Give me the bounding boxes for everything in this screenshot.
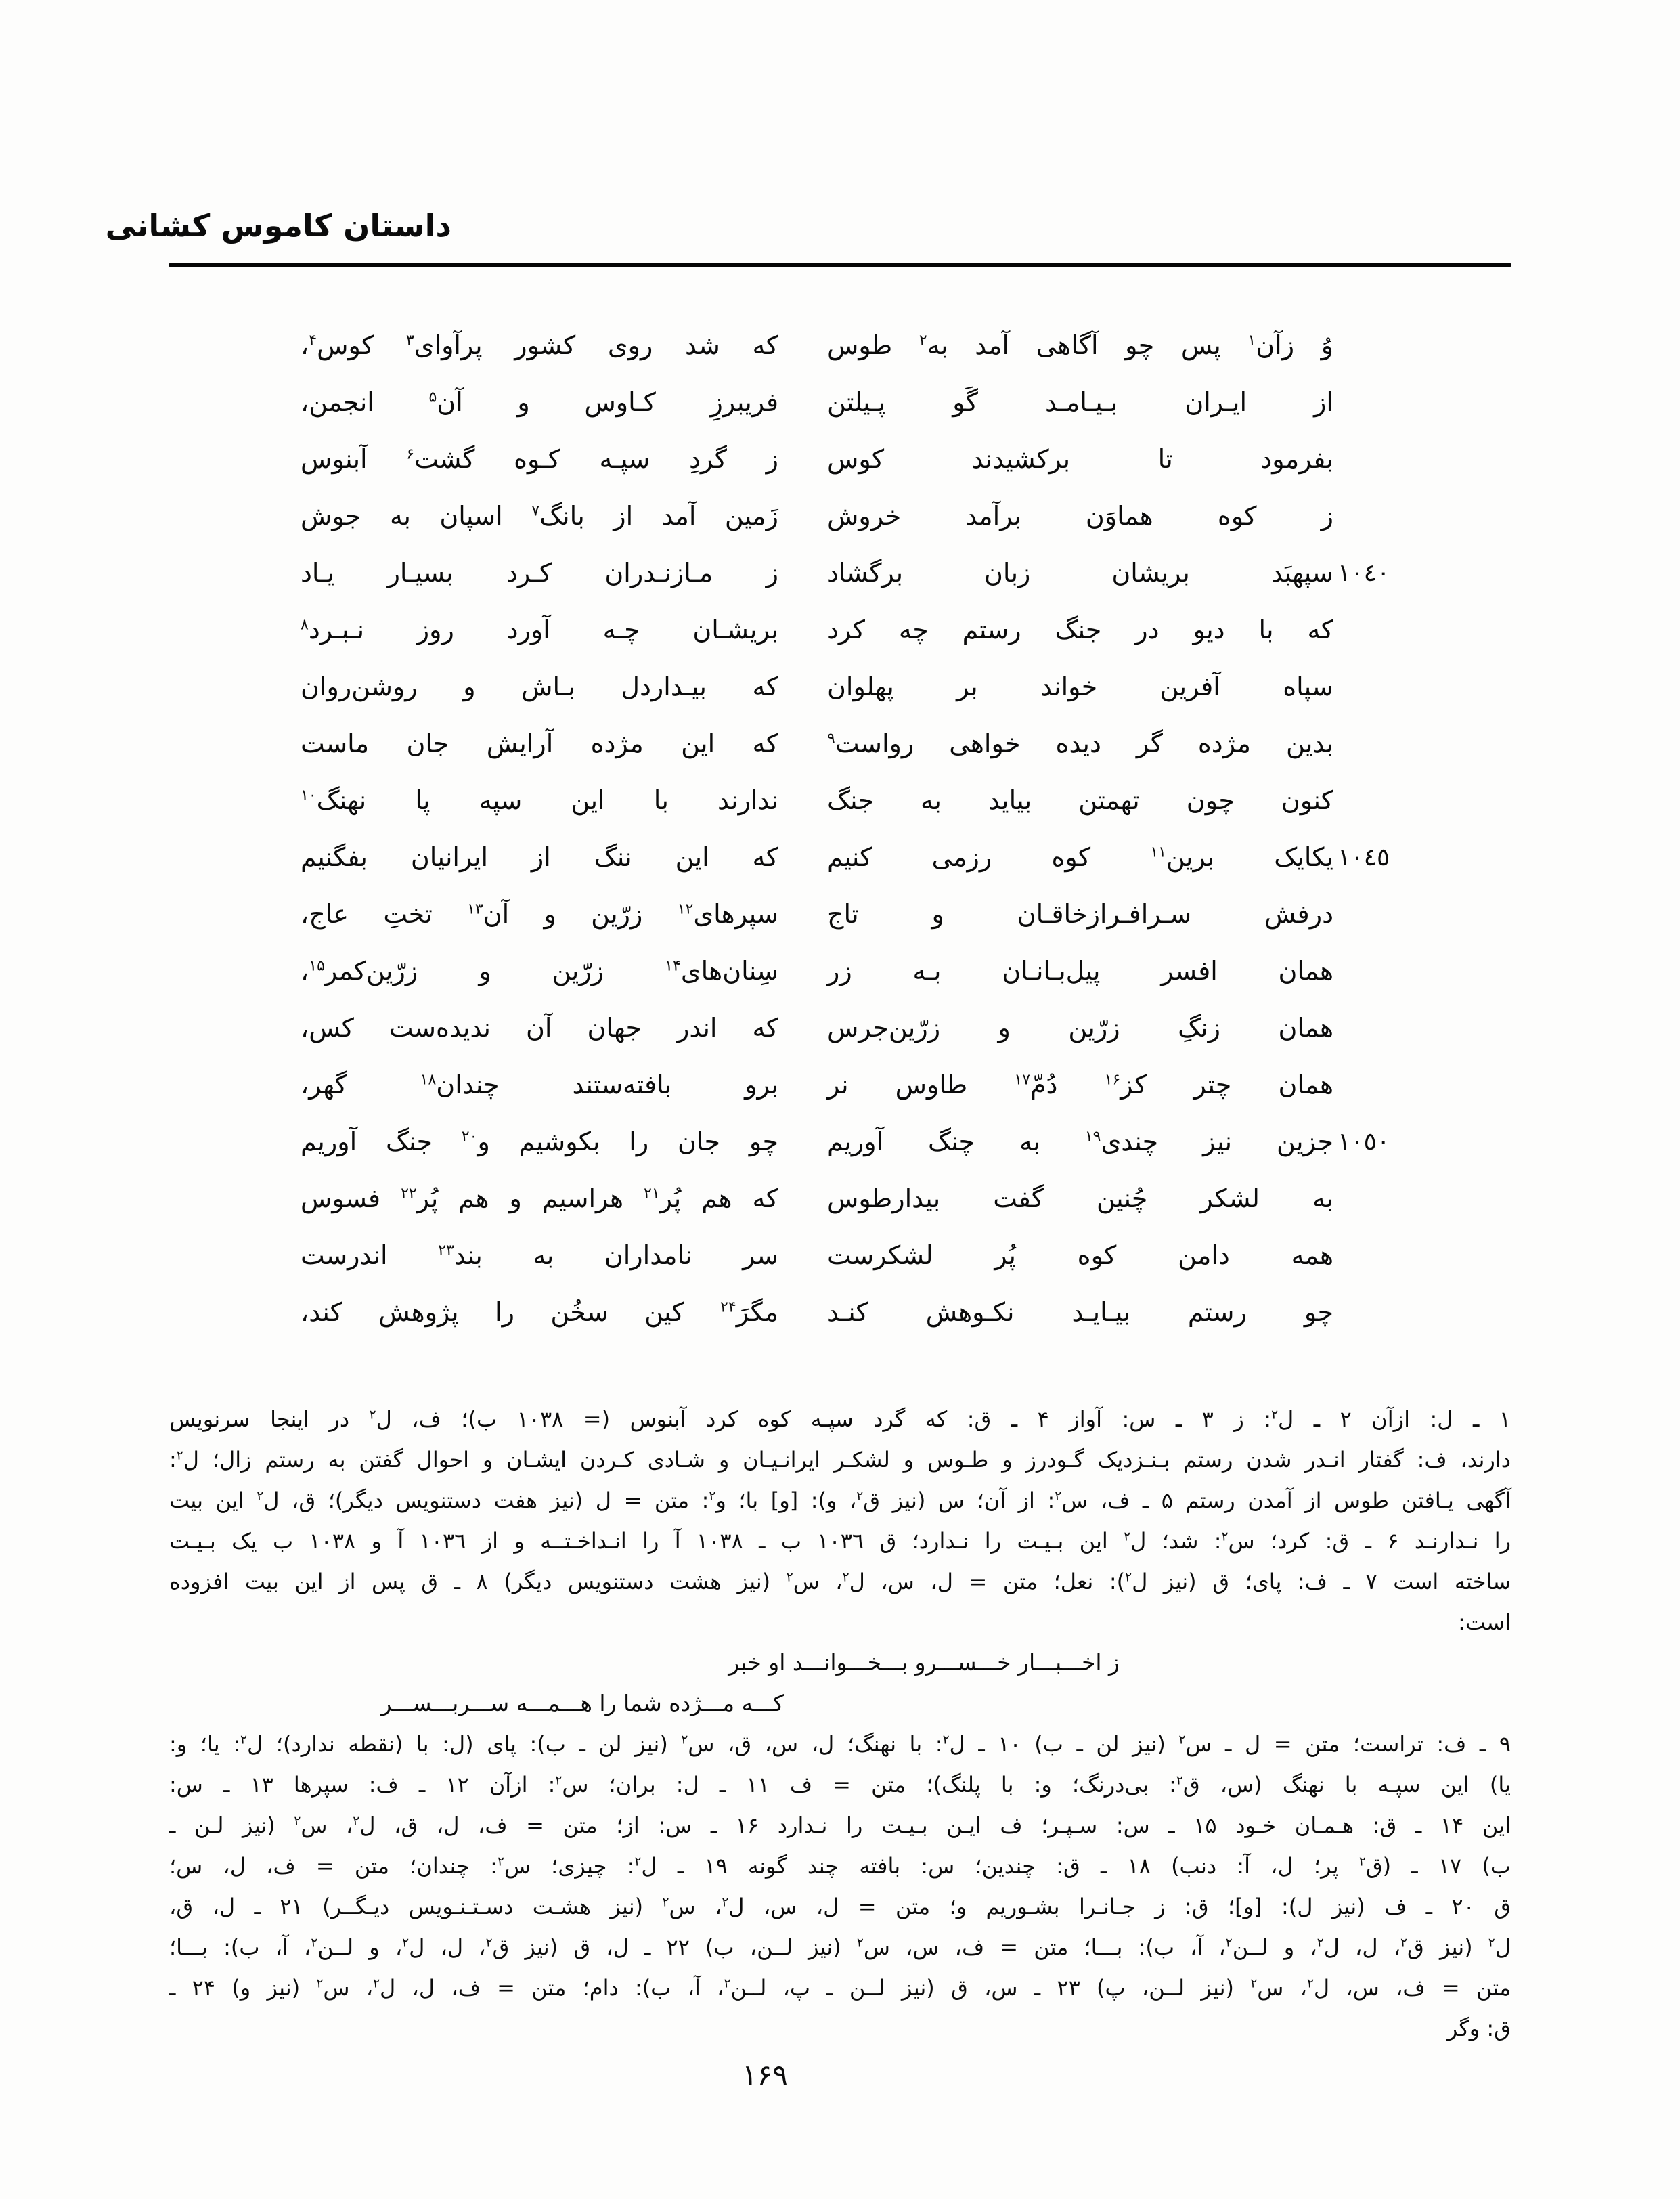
verse-row xyxy=(298,999,1415,1056)
hemistich-b: ز مـازنـدران کـرد بسیـار یـاد xyxy=(301,558,778,588)
footnote-line: ق: وگر xyxy=(1446,2016,1511,2041)
hemistich-a: بفرمود تا برکشیدند کوس xyxy=(827,444,1333,474)
poem-block xyxy=(298,317,1415,1341)
verse-row xyxy=(298,431,1415,487)
verse-row xyxy=(298,1227,1415,1284)
hemistich-a: همان زنگِ زرّین و زرّین‌جرس xyxy=(827,1013,1333,1043)
hemistich-a: یکایک برین$^{۱۱}$ کوه رزمی کنیم xyxy=(827,842,1333,872)
footnote-line: متن = ف، س، ل$^۲$، س$^۲$ (نیز لــن، پ) ۲۳ ـ س، ق (نیز لــن ـ پ، لــن$^۲$، آ، ب): دام؛ متن = ف، ل، ل$^۲$، س$^۲$ (نیز و) ۲۴ ـ xyxy=(169,1975,1511,2001)
critical-apparatus xyxy=(169,1399,1511,2049)
footnote-line: دارند، ف: گفتار انـدر شدن رستم بـنـزدیک گـودرز و طـوس و لشکـر ایرانـیـان و شـادی کـردن ایشـان و احوال گفتن به رستم زال؛ ل$^۲$: xyxy=(169,1447,1511,1473)
verse-row xyxy=(298,1113,1415,1170)
hemistich-a: همان افسر پیل‌بـانـان بـه زر xyxy=(827,956,1333,986)
hemistich-b: که این مژده آرایش جان ماست xyxy=(301,728,778,758)
hemistich-b: زَمین آمد از بانگ$^۷$ اسپان به جوش xyxy=(301,501,779,531)
verse-row xyxy=(298,1056,1415,1113)
hemistich-a: ز کوه هماوَن برآمد خروش xyxy=(827,501,1333,531)
footnote-line: ساخته است ۷ ـ ف: پای؛ ق (نیز ل$^۲$): نعل؛ متن = ل، س، ل$^۲$، س$^۲$ (نیز هشت دستنویس دیگر) ۸ ـ ق پس از این بیت افزوده xyxy=(169,1569,1511,1594)
verse-row xyxy=(298,601,1415,658)
hemistich-b: که اندر جهان آن ندیده‌ست کس، xyxy=(301,1013,778,1043)
hemistich-a: جزین نیز چندی$^{۱۹}$ به چنگ آوریم xyxy=(827,1127,1333,1156)
verse-row xyxy=(298,317,1415,374)
hemistich-b: ندارند با این سپه پا نهنگ$^{۱۰}$ xyxy=(301,785,778,815)
hemistich-a: به لشکر چُنین گفت بیدارطوس xyxy=(827,1183,1333,1213)
verse-row xyxy=(298,1284,1415,1341)
hemistich-b: سپرهای$^{۱۲}$ زرّین و آن$^{۱۳}$ تختِ عاج، xyxy=(301,899,778,929)
hemistich-b: ز گردِ سپـه کـوه گشت$^۶$ آبنوس xyxy=(301,444,779,474)
verse-row xyxy=(298,715,1415,772)
inserted-couplet-line-2: کـــه مـــژده شما را هـــمـــه ســـربـــســـر xyxy=(380,1690,784,1716)
hemistich-a: وُ زآن$^۱$ پس چو آگاهی آمد به$^۲$ طوس xyxy=(827,330,1333,360)
hemistich-b: که این ننگ از ایرانیان بفگنیم xyxy=(301,842,778,872)
footnote-line: ق ۲۰ ـ ف (نیز ل): [و]؛ ق: ز جـانـرا بشـوریم و؛ متن = ل، س، ل$^۲$، س$^۲$ (نیز هشـت دسـتـنـویس دیـگــر) ۲۱ ـ ل، ق، xyxy=(169,1894,1511,1919)
hemistich-b: که بیـداردل بـاش و روشن‌روان xyxy=(301,672,778,701)
hemistich-a: درفش سـرافـرازخاقـان و تاج xyxy=(827,899,1333,929)
verse-row xyxy=(298,772,1415,829)
verse-number: ١٠٤٠ xyxy=(1338,559,1390,587)
hemistich-a: چو رستم بیـایـد نکـوهش کنـد xyxy=(827,1297,1333,1327)
hemistich-b: که هم پُر$^{۲۱}$ هراسیم و هم پُر$^{۲۲}$ فسوس xyxy=(301,1183,778,1213)
hemistich-b: چو جان را بکوشیم و$^{۲۰}$ جنگ آوریم xyxy=(301,1127,778,1156)
page-title: داستان کاموس کشانی xyxy=(105,207,451,244)
verse-number: ١٠٥٠ xyxy=(1338,1127,1390,1156)
hemistich-a: بدین مژده گر دیده خواهی رواست$^۹$ xyxy=(827,728,1333,758)
footnote-line: یا) این سپـه با نهنگ (س، ق$^۲$: بی‌درنگ؛ و: با پلنگ)؛ متن = ف ۱۱ ـ ل: بران؛ س$^۲$: ازآن ۱۲ ـ ف: سپرها ۱۳ ـ س: xyxy=(169,1772,1511,1798)
hemistich-b: که شد روی کشور پرآوای$^۳$ کوس$^۴$، xyxy=(301,330,778,360)
hemistich-a: سپاه آفرین خواند بر پهلوان xyxy=(827,672,1333,701)
verse-row xyxy=(298,544,1415,601)
hemistich-a: از ایـران بـیـامـد گَو پـیلتن xyxy=(827,387,1333,417)
inserted-couplet-line-1: ز اخـــبـــار خـــســـرو بـــخـــوانـــد او خبر xyxy=(728,1649,1120,1676)
footnote-line: ب) ۱۷ ـ (ق$^۲$ پر؛ ل، آ: دنب) ۱۸ ـ ق: چندین؛ س: بافته چند گونه ۱۹ ـ ل$^۲$: چیزی؛ س$^۲$: چندان؛ متن = ف، ل، س؛ xyxy=(169,1853,1511,1879)
header-divider-rule xyxy=(169,263,1511,267)
verse-number: ١٠٤٥ xyxy=(1338,843,1390,871)
footnote-line: ۹ ـ ف: تراست؛ متن = ل ـ س$^۲$ (نیز لن ـ ب) ۱۰ ـ ل$^۲$: با نهنگ؛ ل، س، ق، س$^۲$ (نیز لن ـ ب): پای (ل: با (نقطه ندارد)؛ ل$^۲$: یا؛ و: xyxy=(169,1731,1511,1757)
footnote-line: آگهی یـافتن طوس از آمدن رستم ۵ ـ ف، س$^۲$: از آن؛ س (نیز ق$^۲$، و): [و] با؛ و$^۲$: متن = ل (نیز هفت دستنویس دیگر)؛ ق، ل$^۲$ این بیت xyxy=(169,1487,1511,1513)
verse-row xyxy=(298,942,1415,999)
hemistich-a: همان چتر کز$^{۱۶}$ دُمّ$^{۱۷}$ طاوس نر xyxy=(827,1070,1334,1100)
hemistich-b: برو بافته‌ستند چندان$^{۱۸}$ گهر، xyxy=(301,1070,778,1100)
footnote-line: را نـدارنـد ۶ ـ ق: کرد؛ س$^۲$: شد؛ ل$^۲$ این بـیـت را نـدارد؛ ق ١٠٣٦ ب ـ ١٠٣٨ آ را انـداخـتــه و از ١٠٣٦ آ و ١٠٣٨ ب یک بـیـت xyxy=(169,1528,1511,1554)
hemistich-a: سپهبَد بریشان زبان برگشاد xyxy=(827,558,1333,588)
hemistich-b: بریشـان چـه آورد روز نـبـرد$^۸$ xyxy=(301,615,778,645)
footnote-line: ۱ ـ ل: ازآن ۲ ـ ل$^۲$: ز ۳ ـ س: آواز ۴ ـ ق: که گرد سپـه کوه کرد آبنوس (= ١٠٣٨ ب)؛ ف، ل$^۲$ در اینجا سرنویس xyxy=(169,1406,1511,1432)
hemistich-b: فریبرزِ کـاوس و آن$^۵$ انجمن، xyxy=(301,387,778,417)
verse-row xyxy=(298,1170,1415,1227)
hemistich-b: سِنان‌های$^{۱۴}$ زرّین و زرّین‌کمر$^{۱۵}$، xyxy=(301,956,778,986)
verse-row xyxy=(298,829,1415,886)
hemistich-b: مگرَ$^{۲۴}$ کین سخُن را پژوهش کند، xyxy=(301,1297,778,1327)
footnote-line: است: xyxy=(1458,1609,1511,1635)
verse-row xyxy=(298,374,1415,431)
hemistich-a: که با دیو در جنگ رستم چه کرد xyxy=(827,615,1333,645)
hemistich-a: همه دامن کوه پُر لشکرست xyxy=(827,1240,1333,1270)
verse-row xyxy=(298,886,1415,942)
verse-row xyxy=(298,658,1415,715)
verse-row xyxy=(298,487,1415,544)
page-number: ۱۶۹ xyxy=(742,2058,788,2091)
footnote-line: ل$^۲$ (نیز ق$^۲$، ل، ل$^۲$، و لــن$^۲$، آ، ب): بـــا؛ متن = ف، س، س$^۲$ (نیز لــن، ب) ۲۲ ـ ل، ق (نیز ق$^۲$، ل، ل$^۲$، و لــن$^۲$، آ، ب): بـــا؛ xyxy=(169,1934,1511,1960)
hemistich-a: کنون چون تهمتن بیاید به جنگ xyxy=(827,785,1333,815)
hemistich-b: سر نامداران به بند$^{۲۳}$ اندرست xyxy=(301,1240,778,1270)
footnote-line: این ۱۴ ـ ق: هـمـان خـود ۱۵ ـ س: سـپـر؛ ف ایـن بـیـت را نـدارد ۱۶ ـ س: از؛ متن = ف، ل، ق، ل$^۲$، س$^۲$ (نیز لـن ـ xyxy=(169,1812,1511,1838)
